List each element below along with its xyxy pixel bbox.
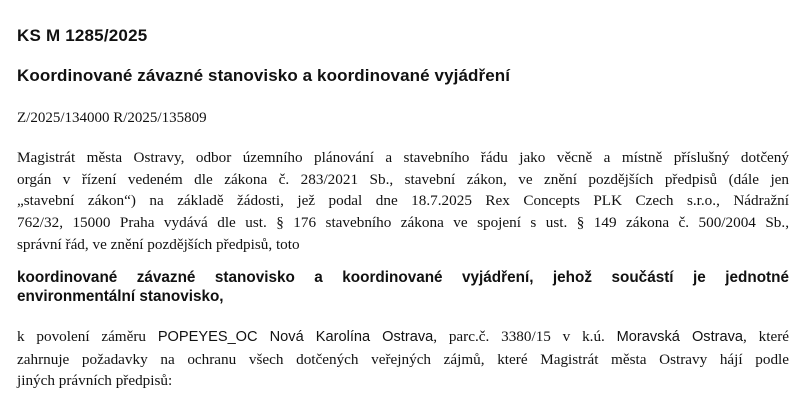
intro-paragraph [17, 147, 789, 256]
decision-heading [17, 268, 789, 306]
intro-line: 762/32, 15000 Praha vydává dle ust. § 176 stavebního zákona ve spojení s ust. § 149 zákona č. 500/2004 Sb., [17, 214, 789, 232]
intro-line: správní řád, ve znění pozdějších předpisů, toto [17, 235, 300, 253]
permit-line: zahrnuje požadavky na ochranu všech dotčených veřejných zájmů, které Magistrát města Ostravy hájí podle [17, 350, 789, 368]
document-number: KS M 1285/2025 [17, 26, 148, 45]
permit-prefix: k povolení záměru [17, 328, 158, 345]
intro-line: Magistrát města Ostravy, odbor územního plánování a stavebního řádu jako věcně a místně příslušný dotčený [17, 149, 789, 166]
permit-line [17, 326, 789, 349]
permit-paragraph [17, 326, 789, 392]
project-name: POPEYES_OC Nová Karolína Ostrava [157, 329, 434, 345]
cadastral-area: Moravská Ostrava [616, 329, 744, 345]
reference-numbers: Z/2025/134000 R/2025/135809 [17, 110, 207, 126]
intro-line: orgán v řízení vedeném dle zákona č. 283/2021 Sb., stavební zákon, ve znění pozdějších předpisů (dále jen [17, 170, 789, 188]
decision-line: koordinované závazné stanovisko a koordinované vyjádření, jehož součástí je jednotné [17, 269, 789, 286]
decision-line: environmentální stanovisko, [17, 288, 224, 305]
document-title: Koordinované závazné stanovisko a koordinované vyjádření [17, 66, 511, 85]
intro-line: „stavební zákon“) na základě žádosti, jež podal dne 18.7.2025 Rex Concepts PLK Czech s.r.o., Nádražní [17, 192, 789, 210]
permit-line: jiných právních předpisů: [17, 372, 173, 390]
permit-suffix: , které [743, 328, 789, 345]
permit-parcel: , parc.č. 3380/15 v k.ú. [433, 328, 617, 345]
